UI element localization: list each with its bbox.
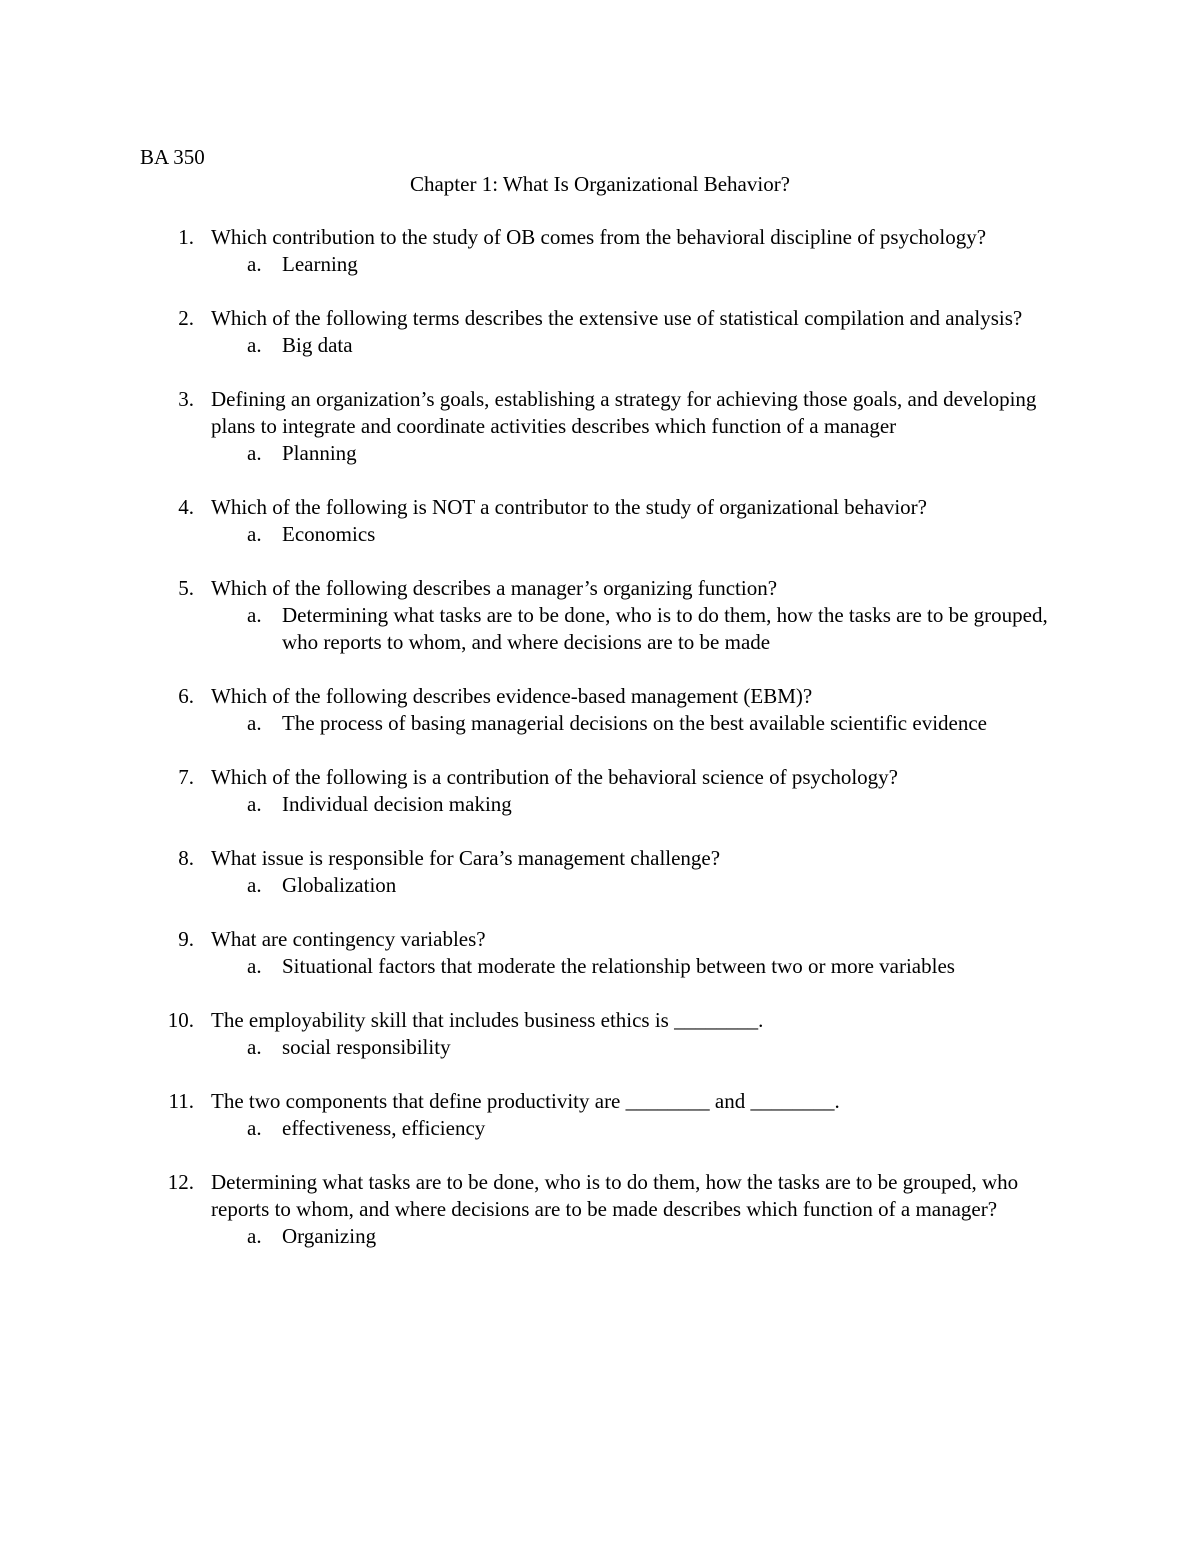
question-number: 12. [167, 1170, 194, 1194]
question-item [0, 494, 1200, 548]
question-text: The two components that define productivity are ________ and ________. [211, 1089, 840, 1113]
question-item [0, 1088, 1200, 1142]
answer-text: effectiveness, efficiency [282, 1116, 486, 1140]
answer-item [0, 440, 1200, 467]
answer-text: Situational factors that moderate the relationship between two or more variables [282, 954, 955, 978]
answer-letter: a. [247, 792, 262, 816]
answer-item [0, 710, 1200, 737]
page-title: Chapter 1: What Is Organizational Behavior? [409, 172, 791, 196]
question-text: Which of the following terms describes the extensive use of statistical compilation and analysis? [211, 306, 1023, 330]
answer-letter: a. [247, 873, 262, 897]
question-item [0, 575, 1200, 656]
question-number: 9. [178, 927, 194, 951]
answer-text: Economics [282, 522, 376, 546]
answer-item [0, 1223, 1200, 1250]
question-text: Which of the following is NOT a contributor to the study of organizational behavior? [211, 495, 927, 519]
answer-item [0, 1115, 1200, 1142]
question-text: Which of the following describes evidence-based management (EBM)? [211, 684, 813, 708]
answer-letter: a. [247, 252, 262, 276]
answer-letter: a. [247, 441, 262, 465]
question-item [0, 1007, 1200, 1061]
answer-letter: a. [247, 333, 262, 357]
question-number: 11. [168, 1089, 194, 1113]
question-text: What issue is responsible for Cara’s management challenge? [211, 846, 721, 870]
answer-text: Individual decision making [282, 792, 512, 816]
question-item [0, 305, 1200, 359]
answer-letter: a. [247, 522, 262, 546]
answer-letter: a. [247, 954, 262, 978]
question-number: 8. [178, 846, 194, 870]
question-item [0, 1169, 1200, 1250]
answer-text: Planning [282, 441, 357, 465]
question-number: 2. [178, 306, 194, 330]
answer-letter: a. [247, 1035, 262, 1059]
question-text: Determining what tasks are to be done, who is to do them, how the tasks are to be grouped, who reports to whom, and where decisions are to be made describes which function of a manager? [211, 1170, 1019, 1221]
answer-item [0, 602, 1200, 656]
question-number: 5. [178, 576, 194, 600]
answer-letter: a. [247, 603, 262, 627]
answer-letter: a. [247, 711, 262, 735]
question-item [0, 926, 1200, 980]
question-item [0, 386, 1200, 467]
answer-text: Learning [282, 252, 358, 276]
answer-text: social responsibility [282, 1035, 451, 1059]
question-text: What are contingency variables? [211, 927, 486, 951]
answer-text: The process of basing managerial decisions on the best available scientific evidence [282, 711, 987, 735]
answer-letter: a. [247, 1224, 262, 1248]
question-text: Defining an organization’s goals, establishing a strategy for achieving those goals, and developing plans to integrate and coordinate activities describes which function of a manager [211, 387, 1037, 438]
course-code: BA 350 [140, 145, 205, 169]
answer-text: Big data [282, 333, 353, 357]
answer-item [0, 521, 1200, 548]
question-number: 4. [178, 495, 194, 519]
answer-item [0, 953, 1200, 980]
question-item [0, 845, 1200, 899]
question-item [0, 224, 1200, 278]
answer-item [0, 872, 1200, 899]
question-text: Which contribution to the study of OB comes from the behavioral discipline of psychology? [211, 225, 987, 249]
answer-item [0, 1034, 1200, 1061]
question-number: 10. [167, 1008, 194, 1032]
answer-item [0, 332, 1200, 359]
question-text: The employability skill that includes business ethics is ________. [211, 1008, 764, 1032]
question-text: Which of the following describes a manager’s organizing function? [211, 576, 778, 600]
answer-letter: a. [247, 1116, 262, 1140]
question-list [0, 224, 1200, 1277]
question-number: 1. [178, 225, 194, 249]
question-item [0, 764, 1200, 818]
question-number: 7. [178, 765, 194, 789]
answer-item [0, 791, 1200, 818]
answer-text: Globalization [282, 873, 397, 897]
question-text: Which of the following is a contribution of the behavioral science of psychology? [211, 765, 898, 789]
question-number: 6. [178, 684, 194, 708]
answer-text: Organizing [282, 1224, 377, 1248]
answer-text: Determining what tasks are to be done, who is to do them, how the tasks are to be grouped, who reports to whom, and where decisions are to be made [282, 603, 1048, 654]
question-item [0, 683, 1200, 737]
question-number: 3. [178, 387, 194, 411]
answer-item [0, 251, 1200, 278]
